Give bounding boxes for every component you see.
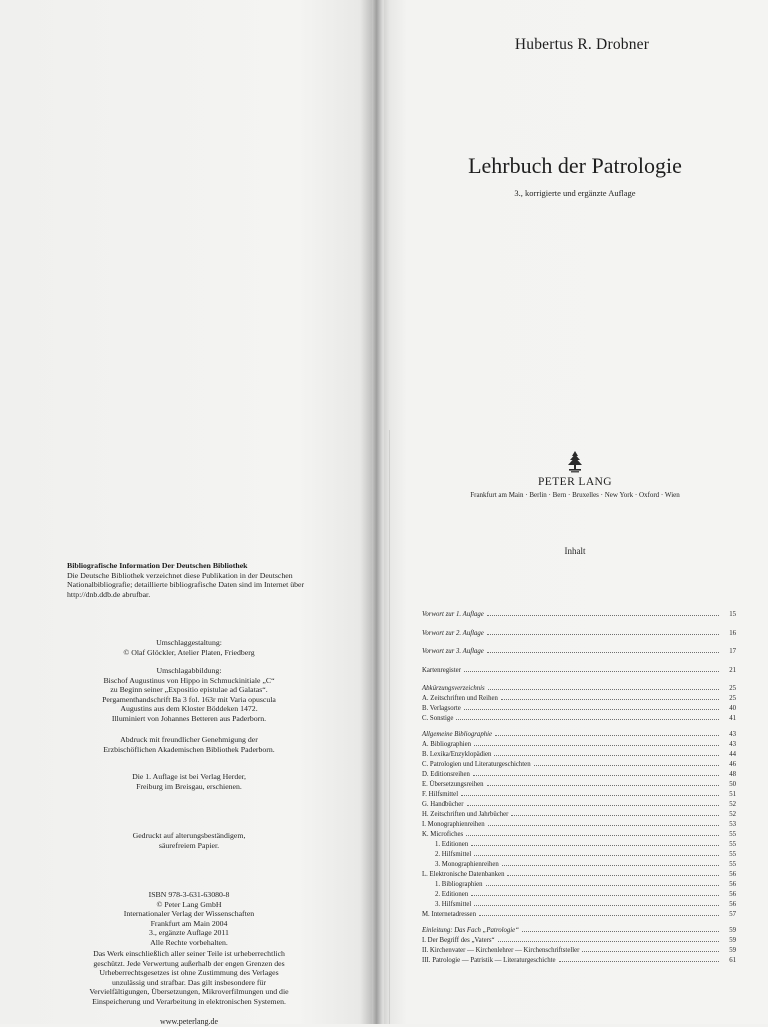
toc-entry-label: A. Bibliographien: [422, 741, 472, 748]
toc-entry-label: II. Kirchenvater — Kirchenlehrer — Kirchenschriftsteller: [422, 947, 580, 954]
toc-entry-label: D. Editionsreihen: [422, 771, 470, 778]
toc-entry: [422, 694, 736, 704]
toc-group: [422, 684, 736, 724]
toc-dot-leader: [507, 874, 719, 876]
bibliographic-information: [67, 561, 307, 599]
toc-entry-label: L. Elektronische Datenbanken: [422, 871, 505, 878]
publisher-name: PETER LANG: [538, 476, 612, 488]
toc-entry-label: Einleitung: Das Fach „Patrologie“: [422, 927, 519, 934]
toc-entry: [422, 820, 736, 830]
toc-entry-label: B. Lexika/Enzyklopädien: [422, 751, 492, 758]
toc-dot-leader: [464, 670, 719, 672]
toc-page-number: 21: [729, 666, 736, 674]
copyright-line: Vervielfältigungen, Übersetzungen, Mikroverfilmungen und die: [89, 987, 289, 997]
imprint-line: Frankfurt am Main 2004: [150, 918, 228, 928]
toc-page-number: 50: [729, 781, 736, 788]
toc-entry: [422, 750, 736, 760]
toc-page-number: 43: [729, 731, 736, 738]
toc-dot-leader: [473, 774, 719, 776]
isbn: ISBN 978-3-631-63080-8: [148, 890, 230, 899]
toc-entry: [422, 946, 736, 956]
toc-dot-leader: [479, 914, 719, 916]
toc-dot-leader: [511, 814, 719, 816]
toc-entry: [422, 926, 736, 936]
toc-entry: [422, 870, 736, 880]
toc-group: [422, 647, 736, 657]
toc-page-number: 41: [729, 715, 736, 722]
toc-page-number: 46: [729, 761, 736, 768]
toc-dot-leader: [461, 794, 719, 796]
toc-dot-leader: [471, 844, 719, 846]
toc-page-number: 52: [729, 811, 736, 818]
toc-entry-label: 1. Bibliographien: [435, 881, 483, 888]
page-margin-line: [389, 430, 390, 1024]
toc-entry: [422, 850, 736, 860]
toc-entry: [422, 880, 736, 890]
toc-page-number: 25: [729, 685, 736, 692]
toc-page-number: 16: [729, 629, 736, 637]
toc-dot-leader: [502, 864, 719, 866]
toc-dot-leader: [464, 708, 719, 710]
bibliographic-heading: Bibliografische Information Der Deutschen Bibliothek: [67, 561, 248, 570]
toc-entry-label: A. Zeitschriften und Reihen: [422, 695, 498, 702]
toc-entry-label: E. Übersetzungsreihen: [422, 781, 484, 788]
toc-page-number: 55: [729, 841, 736, 848]
toc-dot-leader: [474, 904, 719, 906]
cover-image-line: Augustins aus dem Kloster Böddeken 1472.: [120, 704, 258, 714]
toc-page-number: 56: [729, 891, 736, 898]
toc-page-number: 59: [729, 937, 736, 944]
toc-entry: [422, 800, 736, 810]
toc-entry: [422, 936, 736, 946]
copyright-line: Urheberrechtsgesetzes ist ohne Zustimmung des Verlages: [99, 968, 279, 978]
cover-image-line: Pergamenthandschrift Ba 3 fol. 163r mit Varia opuscula: [102, 694, 276, 704]
toc-page-number: 43: [729, 741, 736, 748]
toc-entry: [422, 840, 736, 850]
toc-entry: [422, 860, 736, 870]
toc-dot-leader: [471, 894, 719, 896]
toc-entry-label: 3. Hilfsmittel: [435, 901, 472, 908]
copyright-line: Einspeicherung und Verarbeitung in elektronischen Systemen.: [92, 996, 286, 1006]
toc-page-number: 40: [729, 705, 736, 712]
toc-entry: [422, 770, 736, 780]
copyright-line: unzulässig und strafbar. Das gilt insbesondere für: [112, 977, 266, 987]
edition-note: 3., korrigierte und ergänzte Auflage: [514, 188, 636, 198]
toc-entry-label: G. Handbücher: [422, 801, 464, 808]
cover-design-name: © Olaf Glöckler, Atelier Platen, Friedberg: [123, 647, 255, 657]
toc-page-number: 17: [729, 648, 736, 655]
toc-entry: [422, 830, 736, 840]
cover-image-line: Illuminiert von Johannes Betteren aus Paderborn.: [111, 713, 267, 723]
toc-page-number: 56: [729, 881, 736, 888]
toc-entry: [422, 790, 736, 800]
toc-entry: [422, 647, 736, 657]
toc-dot-leader: [486, 884, 719, 886]
toc-entry-label: III. Patrologie — Patristik — Literaturgeschichte: [422, 957, 556, 964]
toc-dot-leader: [487, 614, 719, 616]
toc-page-number: 61: [729, 957, 736, 964]
toc-entry-label: B. Verlagsorte: [422, 705, 461, 712]
toc-entry: [422, 684, 736, 694]
toc-dot-leader: [487, 651, 719, 653]
toc-entry-label: 2. Hilfsmittel: [435, 851, 472, 858]
imprint-line: 3., ergänzte Auflage 2011: [149, 928, 229, 938]
paper-note: [64, 831, 314, 850]
book-gutter: [360, 0, 390, 1024]
toc-entry: [422, 714, 736, 724]
toc-entry-label: Kartenregister: [422, 666, 461, 674]
toc-dot-leader: [498, 940, 719, 942]
toc-page-number: 15: [729, 611, 736, 618]
toc-entry: [422, 629, 736, 639]
left-page: [0, 0, 372, 1024]
toc-dot-leader: [501, 698, 719, 700]
toc-entry: [422, 666, 736, 676]
cover-image-credit: [64, 666, 314, 724]
toc-page-number: 51: [729, 791, 736, 798]
toc-dot-leader: [488, 688, 719, 690]
toc-entry: [422, 900, 736, 910]
toc-group: [422, 730, 736, 920]
toc-entry: [422, 780, 736, 790]
toc-entry-label: C. Patrologien und Literaturgeschichten: [422, 761, 531, 768]
toc-dot-leader: [534, 764, 719, 766]
toc-entry-label: Abkürzungsverzeichnis: [422, 685, 485, 692]
toc-entry-label: 1. Editionen: [435, 841, 469, 848]
toc-dot-leader: [487, 633, 719, 635]
toc-page-number: 44: [729, 751, 736, 758]
toc-dot-leader: [467, 804, 719, 806]
table-of-contents: [422, 610, 736, 972]
toc-entry: [422, 704, 736, 714]
toc-page-number: 53: [729, 821, 736, 828]
toc-dot-leader: [559, 960, 719, 962]
toc-dot-leader: [522, 930, 719, 932]
toc-page-number: 55: [729, 861, 736, 868]
cover-design-credit: [64, 638, 314, 657]
toc-page-number: 59: [729, 927, 736, 934]
toc-page-number: 56: [729, 901, 736, 908]
toc-entry-label: M. Internetadressen: [422, 911, 476, 918]
author-name: Hubertus R. Drobner: [514, 36, 650, 53]
toc-entry-label: I. Der Begriff des „Vaters“: [422, 937, 495, 944]
toc-group: [422, 926, 736, 966]
toc-dot-leader: [494, 754, 719, 756]
toc-dot-leader: [582, 950, 719, 952]
imprint-line: Alle Rechte vorbehalten.: [150, 937, 228, 947]
toc-entry-label: H. Zeitschriften und Jahrbücher: [422, 811, 509, 818]
toc-page-number: 48: [729, 771, 736, 778]
toc-page-number: 57: [729, 911, 736, 918]
paper-line: Gedruckt auf alterungsbeständigem,: [132, 831, 246, 840]
toc-dot-leader: [456, 718, 719, 720]
toc-page-number: 56: [729, 871, 736, 878]
cover-image-line: zu Beginn seiner „Expositio epistulae ad Galatas“.: [110, 685, 268, 695]
toc-page-number: 52: [729, 801, 736, 808]
toc-entry-label: I. Monographienreihen: [422, 821, 485, 828]
toc-entry-label: F. Hilfsmittel: [422, 791, 459, 798]
toc-entry: [422, 740, 736, 750]
toc-page-number: 55: [729, 831, 736, 838]
toc-entry: [422, 910, 736, 920]
imprint-line: Internationaler Verlag der Wissenschaften: [123, 909, 255, 919]
toc-dot-leader: [474, 744, 719, 746]
tree-icon: [563, 449, 587, 473]
toc-group: [422, 610, 736, 620]
toc-dot-leader: [488, 824, 719, 826]
toc-entry-label: K. Microfiches: [422, 831, 464, 838]
imprint-line: © Peter Lang GmbH: [156, 899, 222, 909]
toc-entry: [422, 810, 736, 820]
reprint-permission: [64, 735, 314, 754]
cover-design-label: Umschlaggestaltung:: [156, 638, 222, 647]
paper-line: säurefreiem Papier.: [158, 840, 220, 850]
toc-dot-leader: [495, 734, 719, 736]
toc-page-number: 59: [729, 947, 736, 954]
toc-entry-label: 3. Monographienreihen: [435, 861, 499, 868]
reprint-line: Abdruck mit freundlicher Genehmigung der: [120, 735, 258, 744]
toc-page-number: 55: [729, 851, 736, 858]
toc-group: [422, 666, 736, 676]
cover-image-line: Umschlagabbildung:: [156, 666, 222, 675]
toc-dot-leader: [487, 784, 719, 786]
copyright-line: geschützt. Jede Verwertung außerhalb der engen Grenzen des: [93, 958, 285, 968]
toc-entry-label: Vorwort zur 3. Auflage: [422, 648, 484, 655]
publisher-cities: Frankfurt am Main · Berlin · Bern · Bruxelles · New York · Oxford · Wien: [470, 491, 680, 499]
publisher-website: www.peterlang.de: [159, 1017, 219, 1026]
bibliographic-text: Die Deutsche Bibliothek verzeichnet diese Publikation in der Deutschen Nationalbibliografie; detaillierte bibliografische Daten sind im Internet über http://dnb.ddb.de abrufbar.: [67, 570, 305, 599]
toc-entry-label: Vorwort zur 2. Auflage: [422, 629, 484, 637]
toc-group: [422, 629, 736, 639]
toc-entry-label: C. Sonstige: [422, 715, 454, 722]
toc-entry-label: 2. Editionen: [435, 891, 469, 898]
toc-dot-leader: [474, 854, 719, 856]
cover-image-line: Bischof Augustinus von Hippo in Schmuckinitiale „C“: [103, 675, 275, 685]
first-edition-note: [64, 772, 314, 791]
imprint: [64, 890, 314, 948]
toc-page-number: 25: [729, 695, 736, 702]
contents-heading: Inhalt: [564, 546, 586, 556]
toc-entry: [422, 610, 736, 620]
copyright-line: Das Werk einschließlich aller seiner Teile ist urheberrechtlich: [93, 949, 285, 958]
book-title: Lehrbuch der Patrologie: [468, 153, 682, 178]
toc-entry: [422, 890, 736, 900]
toc-dot-leader: [466, 834, 719, 836]
toc-entry: [422, 730, 736, 740]
toc-entry-label: Vorwort zur 1. Auflage: [422, 611, 484, 618]
toc-entry-label: Allgemeine Bibliographie: [422, 731, 493, 738]
toc-entry: [422, 956, 736, 966]
first-edition-line: Freiburg im Breisgau, erschienen.: [136, 781, 242, 791]
copyright-notice: [58, 949, 320, 1007]
toc-entry: [422, 760, 736, 770]
reprint-line: Erzbischöflichen Akademischen Bibliothek Paderborn.: [103, 744, 275, 754]
first-edition-line: Die 1. Auflage ist bei Verlag Herder,: [132, 772, 246, 781]
